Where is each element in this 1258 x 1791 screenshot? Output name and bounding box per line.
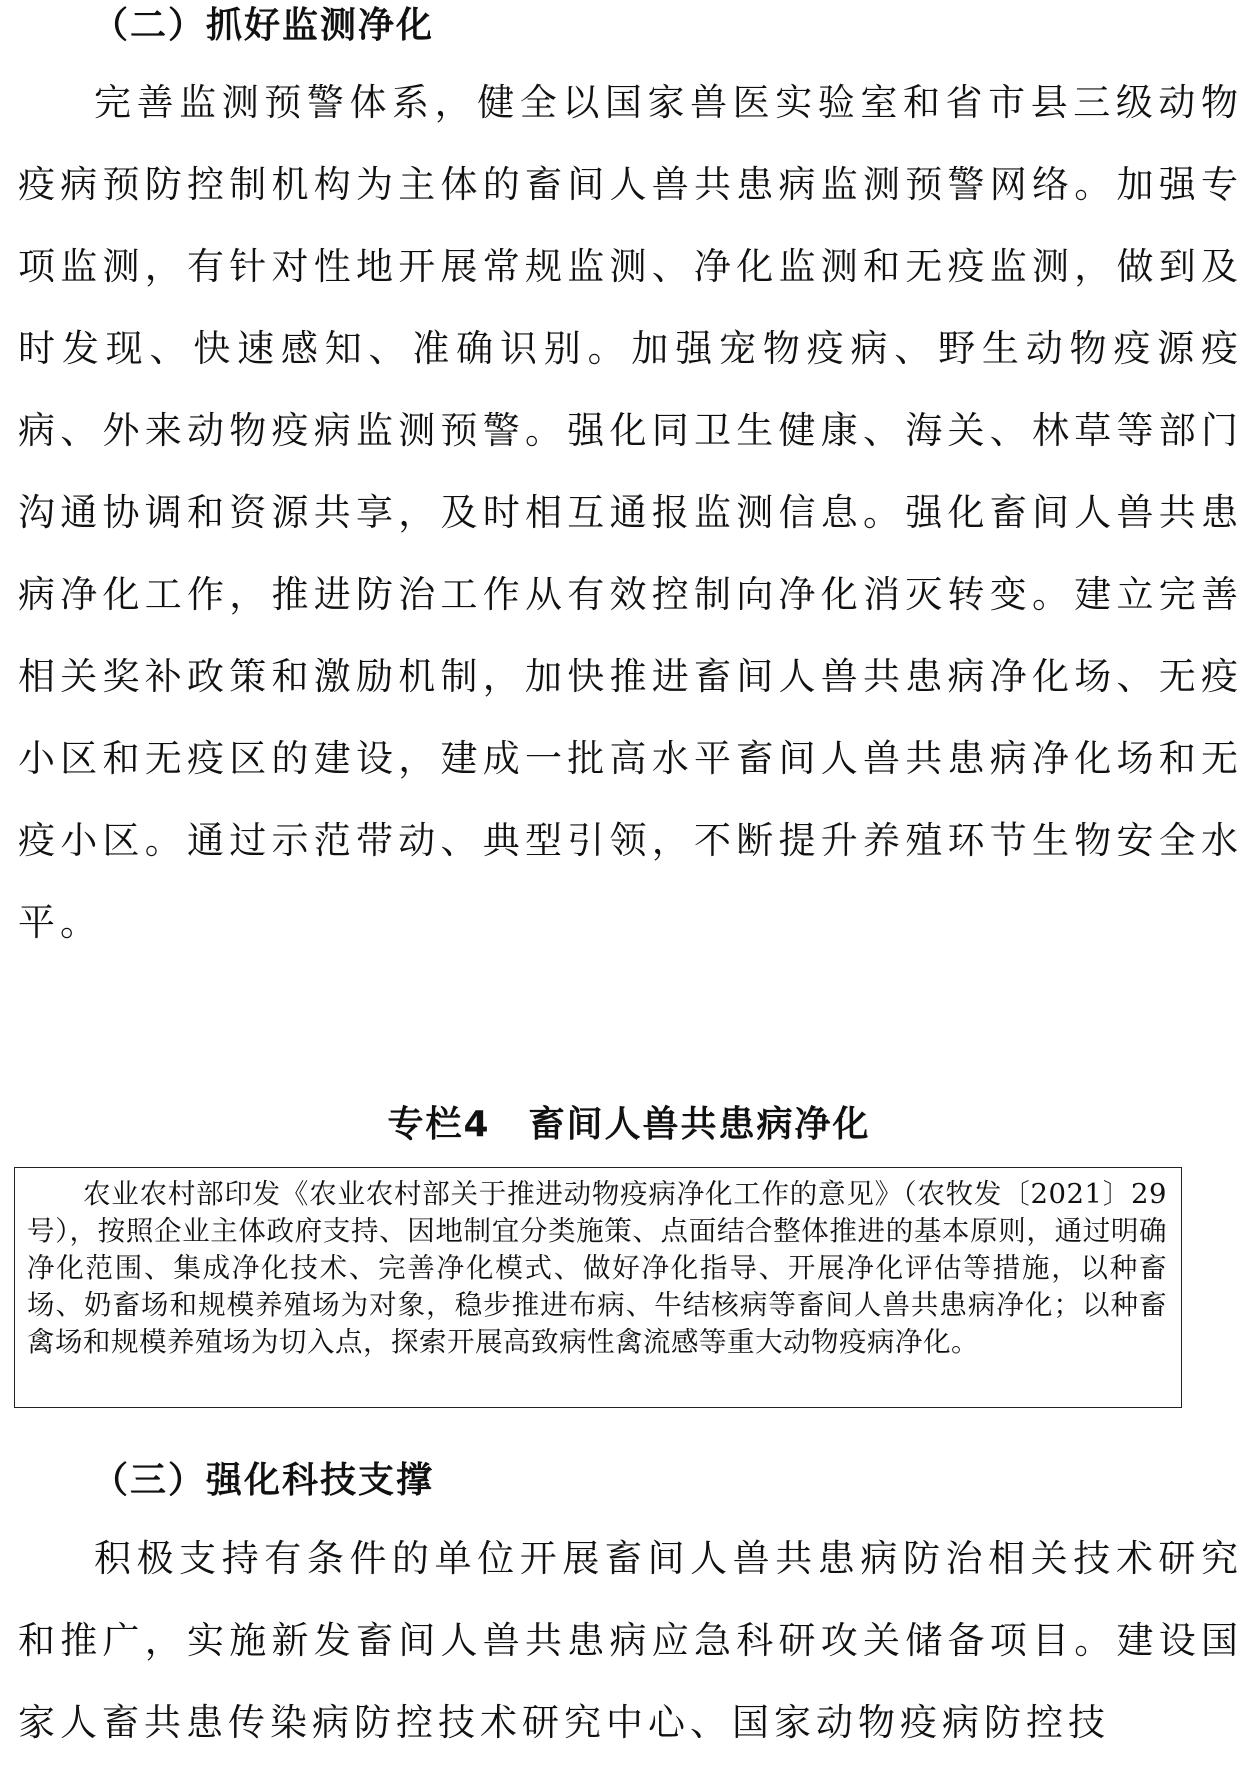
section-heading-monitoring: （二）抓好监测净化 <box>92 5 435 46</box>
section-heading-science: （三）强化科技支撑 <box>92 1460 435 1501</box>
column-box-text: 农业农村部印发《农业农村部关于推进动物疫病净化工作的意见》（农牧发〔2021〕29号），按照企业主体政府支持、因地制宜分类施策、点面结合整体推进的基本原则，通过明确净化范围、集成净化技术、完善净化模式、做好净化指导、开展净化评估等措施，以种畜场、奶畜场和规模养殖场为对象，稳步推进布病、牛结核病等畜间人兽共患病净化；以种畜禽场和规模养殖场为切入点，探索开展高致病性禽流感等重大动物疫病净化。 <box>27 1178 1167 1358</box>
section-paragraph-science: 积极支持有条件的单位开展畜间人兽共患病防治相关技术研究和推广，实施新发畜间人兽共患病应急科研攻关储备项目。建设国家人畜共患传染病防控技术研究中心、国家动物疫病防控技 <box>18 1537 1243 1744</box>
section-paragraph-monitoring: 完善监测预警体系，健全以国家兽医实验室和省市县三级动物疫病预防控制机构为主体的畜间人兽共患病监测预警网络。加强专项监测，有针对性地开展常规监测、净化监测和无疫监测，做到及时发现、快速感知、准确识别。加强宠物疫病、野生动物疫源疫病、外来动物疫病监测预警。强化同卫生健康、海关、林草等部门沟通协调和资源共享，及时相互通报监测信息。强化畜间人兽共患病净化工作，推进防治工作从有效控制向净化消灭转变。建立完善相关奖补政策和激励机制，加快推进畜间人兽共患病净化场、无疫小区和无疫区的建设，建成一批高水平畜间人兽共患病净化场和无疫小区。通过示范带动、典型引领，不断提升养殖环节生物安全水平。 <box>18 81 1243 944</box>
column-box <box>14 1167 1182 1408</box>
column-box-title: 专栏4 畜间人兽共患病净化 <box>387 1104 871 1145</box>
